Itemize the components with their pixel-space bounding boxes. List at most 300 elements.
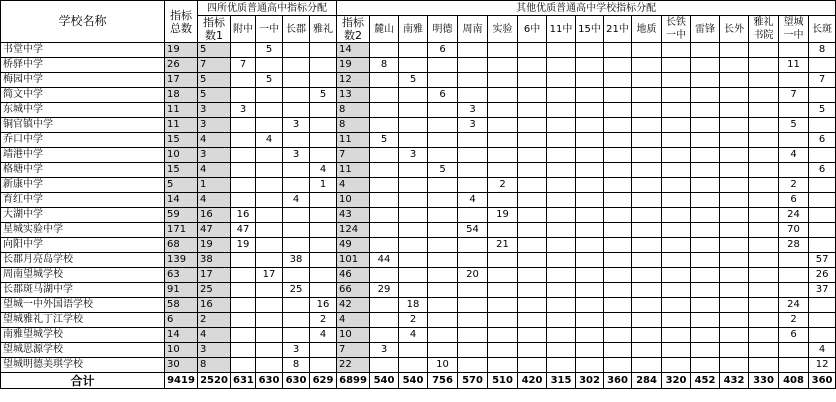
- group-b-cell: [632, 133, 662, 148]
- group-a-header: 四所优质普通高中指标分配: [198, 1, 337, 16]
- school-name-cell: 周南望城学校: [1, 268, 165, 283]
- totals-cell: 510: [488, 373, 518, 389]
- quota-b-cell: 11: [337, 133, 370, 148]
- group-b-cell: [691, 193, 720, 208]
- group-a-cell: [283, 208, 310, 223]
- group-b-cell: [809, 223, 836, 238]
- group-a-cell: [256, 58, 283, 73]
- group-b-cell: [749, 133, 779, 148]
- group-a-cell: [310, 208, 337, 223]
- col-header-zhounan: 周南: [458, 16, 488, 43]
- quota-a-cell: 4: [198, 328, 231, 343]
- group-b-cell: 5: [370, 133, 399, 148]
- group-b-cell: 24: [779, 208, 809, 223]
- group-b-cell: [691, 253, 720, 268]
- table-row: [1, 283, 836, 298]
- group-b-cell: [604, 343, 632, 358]
- group-b-cell: [370, 298, 399, 313]
- col-header-fuzhong: 附中: [231, 16, 256, 43]
- table-row: [1, 148, 836, 163]
- group-b-cell: [749, 343, 779, 358]
- group-b-cell: [458, 88, 488, 103]
- quota-a-cell: 38: [198, 253, 231, 268]
- group-a-cell: [256, 193, 283, 208]
- quota-a-header: 指标数1: [198, 16, 231, 43]
- group-b-cell: [399, 343, 428, 358]
- group-b-cell: 12: [809, 358, 836, 373]
- group-b-cell: [399, 118, 428, 133]
- group-b-cell: [428, 238, 458, 253]
- group-a-cell: [231, 88, 256, 103]
- group-b-cell: [632, 298, 662, 313]
- total-quota-cell: 10: [165, 343, 198, 358]
- group-b-cell: [604, 193, 632, 208]
- group-b-cell: [691, 313, 720, 328]
- group-b-cell: [458, 208, 488, 223]
- group-b-cell: [428, 343, 458, 358]
- quota-b-cell: 8: [337, 103, 370, 118]
- group-a-cell: [256, 358, 283, 373]
- group-b-cell: [809, 328, 836, 343]
- table-row: [1, 313, 836, 328]
- group-b-cell: [749, 43, 779, 58]
- group-b-cell: [720, 223, 749, 238]
- total-quota-cell: 91: [165, 283, 198, 298]
- total-quota-cell: 171: [165, 223, 198, 238]
- group-b-cell: [547, 43, 576, 58]
- group-a-cell: [310, 253, 337, 268]
- group-b-cell: [518, 283, 547, 298]
- group-b-cell: [749, 193, 779, 208]
- group-b-cell: [547, 163, 576, 178]
- group-b-cell: [720, 178, 749, 193]
- school-name-cell: 望城雅礼丁江学校: [1, 313, 165, 328]
- totals-cell: 432: [720, 373, 749, 389]
- school-name-cell: 望城明德美琪学校: [1, 358, 165, 373]
- group-b-cell: [518, 163, 547, 178]
- group-b-cell: [749, 103, 779, 118]
- group-a-cell: [256, 163, 283, 178]
- group-b-cell: [691, 223, 720, 238]
- group-b-cell: 44: [370, 253, 399, 268]
- group-a-cell: 38: [283, 253, 310, 268]
- group-b-cell: [576, 178, 604, 193]
- group-b-cell: [749, 253, 779, 268]
- total-quota-header: 指标总数: [165, 1, 198, 43]
- group-b-cell: [720, 253, 749, 268]
- group-b-cell: [604, 208, 632, 223]
- totals-cell: 570: [458, 373, 488, 389]
- group-b-cell: [662, 163, 691, 178]
- group-b-cell: [518, 193, 547, 208]
- group-b-cell: [632, 343, 662, 358]
- group-a-cell: [310, 133, 337, 148]
- group-b-cell: [632, 43, 662, 58]
- group-b-cell: [720, 328, 749, 343]
- group-b-cell: [547, 283, 576, 298]
- group-a-cell: 1: [310, 178, 337, 193]
- group-b-cell: [370, 163, 399, 178]
- group-a-cell: 4: [256, 133, 283, 148]
- school-name-cell: 望城思源学校: [1, 343, 165, 358]
- table-row: [1, 163, 836, 178]
- group-b-cell: 2: [488, 178, 518, 193]
- group-a-cell: 5: [256, 73, 283, 88]
- group-b-cell: [632, 268, 662, 283]
- group-b-cell: [488, 58, 518, 73]
- col-header-21zhong: 21中: [604, 16, 632, 43]
- group-b-cell: [518, 343, 547, 358]
- group-a-cell: 3: [283, 118, 310, 133]
- col-header-nanya: 南雅: [399, 16, 428, 43]
- totals-cell: 315: [547, 373, 576, 389]
- group-b-cell: [809, 208, 836, 223]
- group-a-cell: 16: [231, 208, 256, 223]
- group-a-cell: [283, 58, 310, 73]
- group-a-cell: [310, 73, 337, 88]
- group-b-cell: [662, 148, 691, 163]
- group-b-cell: [576, 58, 604, 73]
- group-b-cell: [458, 238, 488, 253]
- group-b-cell: [576, 223, 604, 238]
- school-name-cell: 梅园中学: [1, 73, 165, 88]
- group-b-cell: [779, 268, 809, 283]
- group-b-cell: [547, 268, 576, 283]
- group-a-cell: [283, 73, 310, 88]
- table-row: [1, 253, 836, 268]
- group-b-cell: [779, 43, 809, 58]
- group-b-cell: [662, 73, 691, 88]
- quota-a-cell: 25: [198, 283, 231, 298]
- group-a-cell: [310, 238, 337, 253]
- group-b-cell: [576, 88, 604, 103]
- total-quota-cell: 63: [165, 268, 198, 283]
- group-b-cell: [488, 328, 518, 343]
- group-b-cell: [662, 88, 691, 103]
- group-b-cell: [809, 58, 836, 73]
- group-b-cell: [370, 193, 399, 208]
- group-b-cell: [399, 238, 428, 253]
- school-name-cell: 育红中学: [1, 193, 165, 208]
- group-b-cell: [604, 283, 632, 298]
- table-body: [1, 43, 836, 373]
- group-b-cell: [691, 268, 720, 283]
- col-header-changtie: 长铁一中: [662, 16, 691, 43]
- totals-label: 合计: [1, 373, 165, 389]
- group-b-cell: [458, 73, 488, 88]
- group-b-cell: [488, 223, 518, 238]
- group-b-cell: [662, 343, 691, 358]
- col-header-yali-shuyuan: 雅礼书院: [749, 16, 779, 43]
- total-quota-cell: 19: [165, 43, 198, 58]
- group-b-cell: [370, 238, 399, 253]
- group-b-cell: [662, 118, 691, 133]
- group-b-cell: [428, 73, 458, 88]
- group-a-cell: 3: [231, 103, 256, 118]
- group-b-cell: [399, 253, 428, 268]
- group-b-cell: [576, 298, 604, 313]
- totals-cell: 420: [518, 373, 547, 389]
- group-b-cell: [691, 208, 720, 223]
- group-b-cell: [604, 73, 632, 88]
- group-b-cell: [749, 88, 779, 103]
- totals-cell: 629: [310, 373, 337, 389]
- group-a-cell: [231, 298, 256, 313]
- group-a-cell: 4: [310, 328, 337, 343]
- total-quota-cell: 59: [165, 208, 198, 223]
- group-b-cell: 6: [428, 88, 458, 103]
- group-b-cell: [458, 343, 488, 358]
- group-b-cell: [691, 58, 720, 73]
- group-b-cell: [632, 163, 662, 178]
- total-quota-cell: 17: [165, 73, 198, 88]
- school-name-cell: 桥驿中学: [1, 58, 165, 73]
- totals-cell: 330: [749, 373, 779, 389]
- group-b-cell: [632, 178, 662, 193]
- group-b-cell: [518, 253, 547, 268]
- group-b-cell: [662, 253, 691, 268]
- group-b-cell: [488, 358, 518, 373]
- quota-a-cell: 7: [198, 58, 231, 73]
- group-a-cell: [283, 328, 310, 343]
- group-b-cell: [720, 343, 749, 358]
- group-b-cell: [691, 328, 720, 343]
- group-b-cell: [576, 283, 604, 298]
- quota-a-cell: 3: [198, 148, 231, 163]
- group-b-cell: [632, 253, 662, 268]
- group-b-cell: [604, 313, 632, 328]
- group-b-cell: [720, 103, 749, 118]
- group-b-cell: [576, 193, 604, 208]
- group-b-cell: [576, 163, 604, 178]
- total-quota-cell: 26: [165, 58, 198, 73]
- group-a-cell: [231, 358, 256, 373]
- group-b-cell: [809, 88, 836, 103]
- group-b-cell: [662, 58, 691, 73]
- group-b-cell: 2: [399, 313, 428, 328]
- group-b-cell: [399, 88, 428, 103]
- group-b-cell: [749, 238, 779, 253]
- group-b-cell: [691, 118, 720, 133]
- group-a-cell: [283, 163, 310, 178]
- totals-cell: 452: [691, 373, 720, 389]
- quota-b-cell: 66: [337, 283, 370, 298]
- group-b-cell: 18: [399, 298, 428, 313]
- group-b-cell: [518, 73, 547, 88]
- group-b-cell: [547, 298, 576, 313]
- group-b-cell: [370, 118, 399, 133]
- totals-total: 9419: [165, 373, 198, 389]
- group-a-cell: 16: [310, 298, 337, 313]
- group-b-cell: 3: [458, 118, 488, 133]
- group-b-cell: [632, 328, 662, 343]
- group-b-cell: [458, 253, 488, 268]
- group-a-cell: [256, 118, 283, 133]
- group-b-cell: [749, 223, 779, 238]
- table-row: [1, 133, 836, 148]
- group-b-cell: [749, 118, 779, 133]
- group-b-cell: 8: [370, 58, 399, 73]
- group-b-cell: [604, 58, 632, 73]
- totals-cell: 630: [256, 373, 283, 389]
- group-b-cell: [518, 178, 547, 193]
- group-b-cell: [399, 283, 428, 298]
- group-a-cell: [256, 253, 283, 268]
- group-b-cell: [632, 88, 662, 103]
- group-b-cell: 70: [779, 223, 809, 238]
- group-b-cell: [576, 328, 604, 343]
- school-name-cell: 铜官镇中学: [1, 118, 165, 133]
- group-a-cell: [256, 88, 283, 103]
- group-b-cell: 3: [458, 103, 488, 118]
- group-b-cell: [399, 163, 428, 178]
- group-b-cell: [604, 88, 632, 103]
- group-b-cell: [428, 133, 458, 148]
- group-a-cell: [283, 223, 310, 238]
- totals-cell: 320: [662, 373, 691, 389]
- group-b-cell: 10: [428, 358, 458, 373]
- group-b-cell: [370, 223, 399, 238]
- group-b-cell: 7: [809, 73, 836, 88]
- group-b-cell: [691, 283, 720, 298]
- group-b-cell: [399, 208, 428, 223]
- group-b-cell: [662, 133, 691, 148]
- group-b-cell: [547, 208, 576, 223]
- group-a-cell: [310, 358, 337, 373]
- group-b-cell: [632, 73, 662, 88]
- group-b-cell: [488, 343, 518, 358]
- group-b-cell: [518, 313, 547, 328]
- totals-cell: 360: [604, 373, 632, 389]
- quota-b-cell: 7: [337, 148, 370, 163]
- group-b-cell: [399, 193, 428, 208]
- group-b-cell: [458, 358, 488, 373]
- col-header-dizhi: 地质: [632, 16, 662, 43]
- group-b-cell: [518, 133, 547, 148]
- group-a-cell: [310, 103, 337, 118]
- group-b-cell: [399, 358, 428, 373]
- group-b-cell: [662, 103, 691, 118]
- group-b-cell: [547, 328, 576, 343]
- group-b-cell: [749, 73, 779, 88]
- group-b-cell: [518, 118, 547, 133]
- group-a-cell: 3: [283, 148, 310, 163]
- group-a-cell: 2: [310, 313, 337, 328]
- group-b-cell: [488, 193, 518, 208]
- total-quota-cell: 5: [165, 178, 198, 193]
- group-b-cell: 29: [370, 283, 399, 298]
- group-b-cell: [662, 208, 691, 223]
- total-quota-cell: 14: [165, 328, 198, 343]
- group-b-cell: 37: [809, 283, 836, 298]
- quota-b-cell: 43: [337, 208, 370, 223]
- group-a-cell: [231, 343, 256, 358]
- group-b-cell: [576, 358, 604, 373]
- group-a-cell: [310, 268, 337, 283]
- quota-b-cell: 14: [337, 43, 370, 58]
- group-b-cell: 28: [779, 238, 809, 253]
- quota-b-cell: 13: [337, 88, 370, 103]
- group-b-cell: [779, 253, 809, 268]
- group-b-cell: 3: [399, 148, 428, 163]
- group-a-cell: 47: [231, 223, 256, 238]
- group-a-cell: [256, 148, 283, 163]
- total-quota-cell: 11: [165, 103, 198, 118]
- group-b-cell: [604, 133, 632, 148]
- group-b-cell: 7: [779, 88, 809, 103]
- quota-b-cell: 49: [337, 238, 370, 253]
- group-b-cell: [604, 268, 632, 283]
- totals-quota-a: 2520: [198, 373, 231, 389]
- total-quota-cell: 30: [165, 358, 198, 373]
- group-b-cell: [749, 148, 779, 163]
- group-a-cell: [310, 283, 337, 298]
- group-a-cell: [231, 313, 256, 328]
- group-b-cell: [370, 208, 399, 223]
- group-b-cell: [488, 73, 518, 88]
- group-b-cell: [518, 268, 547, 283]
- group-b-cell: 3: [370, 343, 399, 358]
- group-b-cell: [428, 283, 458, 298]
- school-name-cell: 南雅望城学校: [1, 328, 165, 343]
- group-b-cell: [458, 133, 488, 148]
- group-b-cell: 54: [458, 223, 488, 238]
- group-b-cell: [691, 343, 720, 358]
- group-b-cell: [691, 358, 720, 373]
- group-b-cell: [779, 343, 809, 358]
- quota-b-cell: 22: [337, 358, 370, 373]
- group-b-cell: [604, 103, 632, 118]
- quota-a-cell: 5: [198, 88, 231, 103]
- group-b-cell: [720, 88, 749, 103]
- group-b-cell: [547, 193, 576, 208]
- group-b-cell: 4: [458, 193, 488, 208]
- school-name-header: 学校名称: [1, 1, 165, 43]
- group-b-cell: [604, 118, 632, 133]
- group-a-cell: [256, 223, 283, 238]
- group-b-cell: [632, 358, 662, 373]
- quota-b-cell: 12: [337, 73, 370, 88]
- group-b-cell: [370, 358, 399, 373]
- group-b-cell: [488, 298, 518, 313]
- group-b-cell: [370, 148, 399, 163]
- group-b-cell: [662, 178, 691, 193]
- table-row: [1, 238, 836, 253]
- totals-cell: 302: [576, 373, 604, 389]
- group-b-cell: [632, 193, 662, 208]
- group-a-cell: [256, 328, 283, 343]
- group-b-cell: 4: [399, 328, 428, 343]
- group-b-cell: [604, 148, 632, 163]
- group-b-cell: [518, 58, 547, 73]
- group-b-cell: 8: [809, 43, 836, 58]
- group-b-cell: [779, 73, 809, 88]
- col-header-yizhong: 一中: [256, 16, 283, 43]
- school-name-cell: 东城中学: [1, 103, 165, 118]
- col-header-lushan: 麓山: [370, 16, 399, 43]
- group-b-cell: [547, 178, 576, 193]
- group-b-cell: [576, 313, 604, 328]
- group-b-cell: [488, 103, 518, 118]
- group-b-cell: [399, 58, 428, 73]
- quota-a-cell: 17: [198, 268, 231, 283]
- group-b-cell: [576, 343, 604, 358]
- group-b-cell: 5: [399, 73, 428, 88]
- group-b-cell: 5: [809, 103, 836, 118]
- group-b-cell: [458, 163, 488, 178]
- group-a-cell: [256, 298, 283, 313]
- col-header-mingde: 明德: [428, 16, 458, 43]
